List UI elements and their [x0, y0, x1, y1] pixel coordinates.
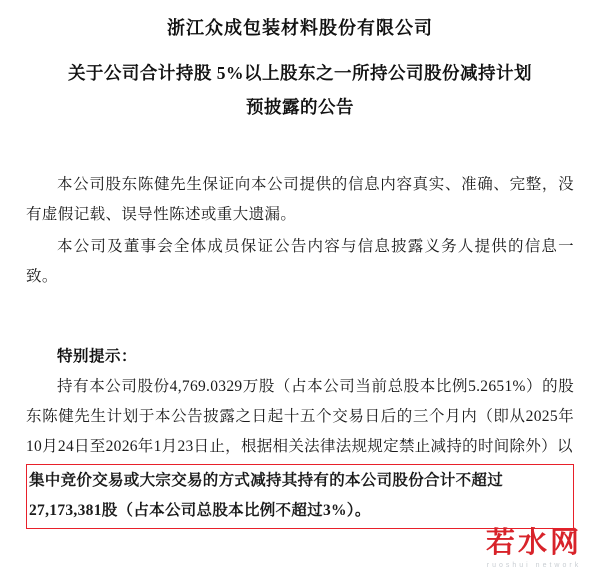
- document-title-line-2: 预披露的公告: [246, 97, 354, 117]
- paragraph-board-guarantee: 本公司及董事会全体成员保证公告内容与信息披露义务人提供的信息一致。: [26, 238, 574, 285]
- special-notice-block: [26, 372, 574, 529]
- document-title-line-1: 关于公司合计持股 5%以上股东之一所持公司股份减持计划: [67, 63, 533, 83]
- watermark-main-text: 若水网: [485, 527, 582, 559]
- title-body-spacer: [26, 124, 574, 170]
- document-title: [26, 56, 574, 124]
- paragraph-shareholder-guarantee: 本公司股东陈健先生保证向本公司提供的信息内容真实、准确、完整，没有虚假记载、误导性陈述或重大遗漏。: [26, 176, 574, 223]
- watermark: [486, 529, 582, 569]
- special-notice-label: 特别提示：: [57, 348, 138, 365]
- highlight-line-1: 集中竞价交易或大宗交易的方式减持其持有的本公司股份合计不超过: [26, 464, 574, 496]
- watermark-sub-text: ruoshui network: [486, 562, 582, 569]
- body-notice-spacer: [26, 294, 574, 342]
- notice-body-text: 持有本公司股份4,769.0329万股（占本公司当前总股本比例5.2651%）的股东陈健先生计划于本公告披露之日起十五个交易日后的三个月内（即从2025年10月24日至2026年1月23日止，根据相关法律法规规定禁止减持的时间除外）以: [26, 378, 574, 455]
- highlight-line-2: 27,173,381股（占本公司总股本比例不超过3%）。: [26, 496, 574, 529]
- company-name: 浙江众成包装材料股份有限公司: [167, 18, 433, 38]
